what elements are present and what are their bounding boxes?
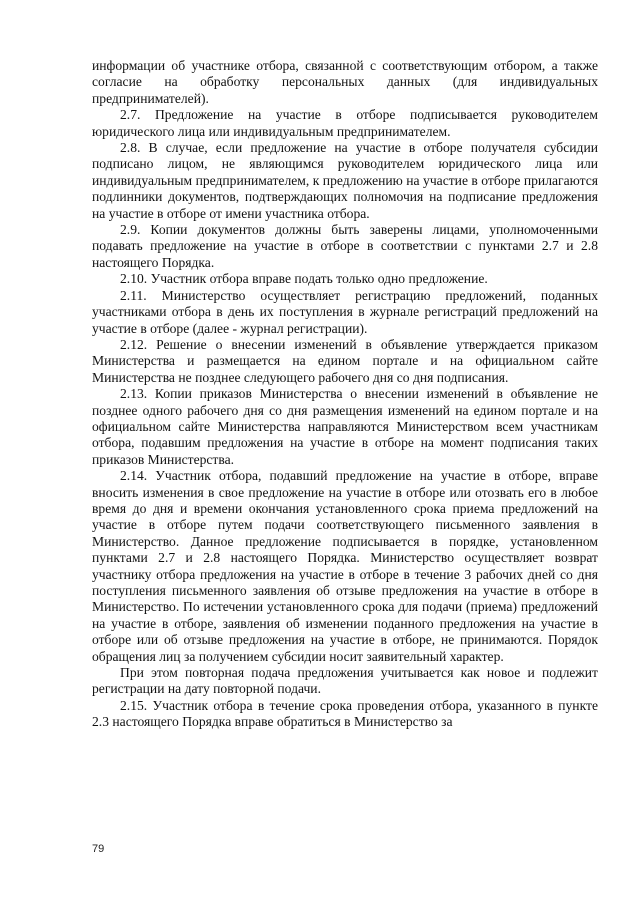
paragraph-2-7: 2.7. Предложение на участие в отборе подписывается руководителем юридического лица или индивидуальным предпринимателем. <box>92 107 598 139</box>
paragraph-2-12: 2.12. Решение о внесении изменений в объявление утверждается приказом Министерства и размещается на едином портале и на официальном сайте Министерства не позднее следующего рабочего дня со дня подписания. <box>92 336 598 385</box>
paragraph-2-11: 2.11. Министерство осуществляет регистрацию предложений, поданных участниками отбора в день их поступления в журнале регистраций предложений на участие в отборе (далее - журнал регистрации). <box>92 287 598 336</box>
paragraph-2-13: 2.13. Копии приказов Министерства о внесении изменений в объявление не позднее одного рабочего дня со дня размещения изменений на едином портале и на официальном сайте Министерства направляются Министерством всем участникам отбора, подавшим предложения на участие в отборе на момент подписания таких приказов Министерства. <box>92 386 598 467</box>
page-number: 79 <box>92 843 105 855</box>
paragraph-2-10: 2.10. Участник отбора вправе подать только одно предложение. <box>120 271 488 287</box>
paragraph-2-9: 2.9. Копии документов должны быть заверены лицами, уполномоченными подавать предложение на участие в отборе в соответствии с пунктами 2.7 и 2.8 настоящего Порядка. <box>92 222 598 270</box>
paragraph-continuation: информации об участнике отбора, связанной с соответствующим отбором, а также согласие на обработку персональных данных (для индивидуальных предпринимателей). <box>92 58 598 106</box>
paragraph-2-15: 2.15. Участник отбора в течение срока проведения отбора, указанного в пункте 2.3 настоящего Порядка вправе обратиться в Министерство за <box>92 697 598 730</box>
paragraph-repeat-submission: При этом повторная подача предложения учитывается как новое и подлежит регистрации на дату повторной подачи. <box>92 665 598 697</box>
paragraph-2-8: 2.8. В случае, если предложение на участие в отборе получателя субсидии подписано лицом, не являющимся руководителем юридического лица или индивидуальным предпринимателем, к предложению на участие в отборе прилагаются подлинники документов, подтверждающих полномочия на подписание предложения на участие в отборе от имени участника отбора. <box>92 140 598 221</box>
document-body <box>92 58 598 731</box>
paragraph-2-14: 2.14. Участник отбора, подавший предложение на участие в отборе, вправе вносить изменения в свое предложение на участие в отборе или отозвать его в любое время до дня и времени окончания установленного срока приема предложений на участие в отборе путем подачи соответствующего письменного заявления в Министерство. Данное предложение подписывается в порядке, установленном пунктами 2.7 и 2.8 настоящего Порядка. Министерство осуществляет возврат участнику отбора предложения на участие в отборе в течение 3 рабочих дней со дня поступления письменного заявления об отзыве предложения на участие в отборе в Министерство. По истечении установленного срока для подачи (приема) предложений на участие в отборе, заявления об изменении поданного предложения на участие в отборе или об отзыве предложения на участие в отборе, не принимаются. Порядок обращения лиц за получением субсидии носит заявительный характер. <box>92 468 598 664</box>
